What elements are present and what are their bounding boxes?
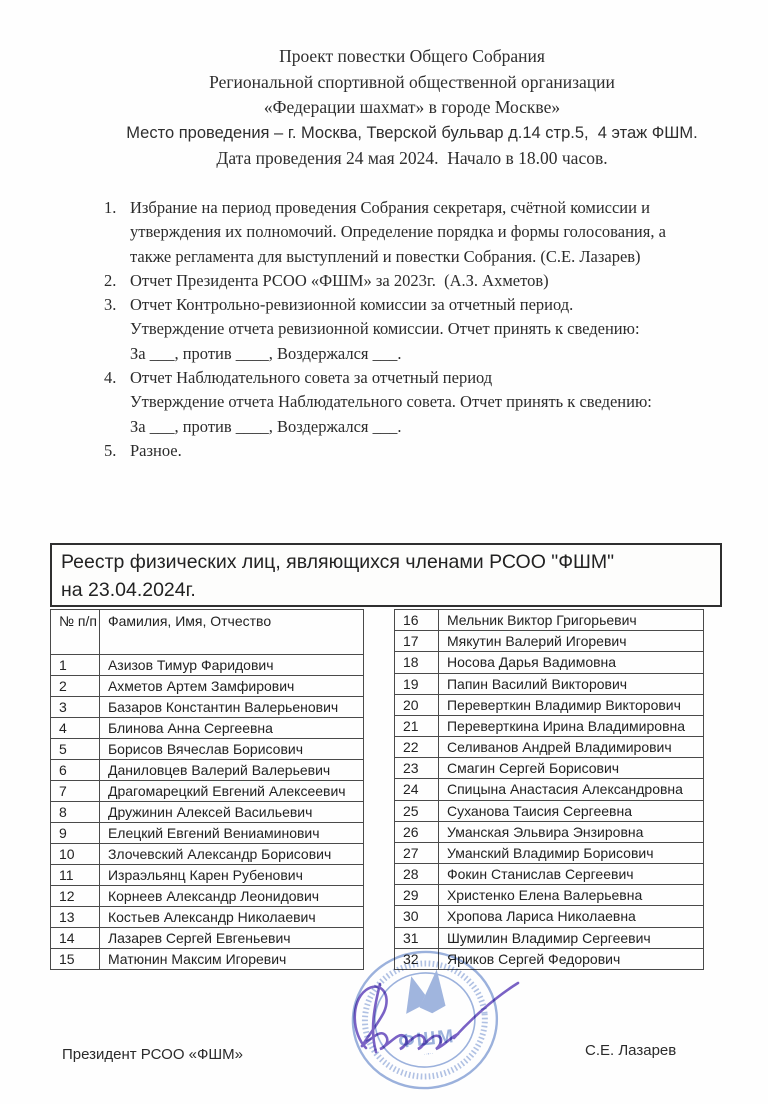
row-number-cell: 12 [51, 886, 100, 907]
organization-line: Региональной спортивной общественной организации [209, 71, 615, 92]
row-number-cell: 22 [394, 737, 438, 758]
table-row [394, 652, 703, 673]
agenda-text: За ___, против ____, Воздержался ___. [130, 416, 402, 436]
table-row [51, 739, 364, 760]
table-row [394, 864, 703, 885]
member-name-cell: Лазарев Сергей Евгеньевич [99, 928, 363, 949]
agenda-list [104, 196, 744, 463]
signer-name: С.Е. Лазарев [585, 1042, 677, 1059]
member-name-cell: Даниловцев Валерий Валерьевич [99, 760, 363, 781]
venue-line: Место проведения – г. Москва, Тверской бульвар д.14 стр.5, 4 этаж ФШМ. [126, 123, 698, 142]
agenda-text: Избрание на период проведения Собрания секретаря, счётной комиссии и [130, 198, 650, 217]
member-name-cell: Мякутин Валерий Игоревич [438, 631, 703, 652]
number-column-header: № п/п [51, 610, 100, 655]
row-number-cell: 7 [51, 781, 100, 802]
row-number-cell: 25 [394, 800, 438, 821]
row-number-cell: 1 [51, 655, 100, 676]
member-name-cell: Базаров Константин Валерьенович [99, 697, 363, 718]
agenda-number: 3. [104, 295, 117, 315]
row-number-cell: 16 [394, 610, 438, 631]
table-row [51, 760, 364, 781]
table-row [51, 928, 364, 949]
table-row [394, 715, 703, 736]
member-name-cell: Борисов Вячеслав Борисович [99, 739, 363, 760]
agenda-line [104, 342, 744, 366]
agenda-text: Разное. [130, 440, 182, 460]
stamp-fshm-text: ФШМ [397, 1025, 457, 1053]
table-row [394, 800, 703, 821]
table-row [51, 907, 364, 928]
member-name-cell: Матюнин Максим Игоревич [99, 949, 363, 970]
member-name-cell: Мельник Виктор Григорьевич [438, 610, 703, 631]
president-label: Президент РСОО «ФШМ» [62, 1046, 243, 1063]
row-number-cell: 15 [51, 949, 100, 970]
member-name-cell: Носова Дарья Вадимовна [438, 652, 703, 673]
agenda-number: 1. [104, 198, 117, 217]
table-row [394, 906, 703, 927]
agenda-number: 4. [104, 368, 117, 388]
member-name-cell: Селиванов Андрей Владимирович [438, 737, 703, 758]
federation-line: «Федерации шахмат» в городе Москве» [263, 97, 561, 117]
agenda-text: Отчет Президента РСОО «ФШМ» за 2023г. (А.З. Ахметов) [130, 270, 549, 290]
member-name-cell: Яриков Сергей Федорович [438, 948, 703, 969]
register-title-line2: на 23.04.2024г. [61, 579, 196, 601]
table-row [394, 779, 703, 800]
agenda-number [104, 415, 130, 439]
table-row [51, 676, 364, 697]
table-row [394, 631, 703, 652]
member-name-cell: Фокин Станислав Сергеевич [438, 864, 703, 885]
table-row [51, 844, 364, 865]
member-name-cell: Костьев Александр Николаевич [99, 907, 363, 928]
signature [336, 972, 536, 1060]
member-table-right [394, 609, 704, 970]
row-number-cell: 8 [51, 802, 100, 823]
agenda-number [104, 317, 130, 341]
table-row [51, 718, 364, 739]
row-number-cell: 11 [51, 865, 100, 886]
register-title [50, 543, 722, 607]
document-header [56, 44, 768, 172]
row-number-cell: 19 [394, 673, 438, 694]
table-header-row [51, 610, 364, 655]
row-number-cell: 13 [51, 907, 100, 928]
agenda-line [104, 293, 744, 317]
table-row [394, 842, 703, 863]
table-row [394, 885, 703, 906]
agenda-text: Отчет Контрольно-ревизионной комиссии за отчетный период. [130, 295, 574, 315]
member-name-cell: Шумилин Владимир Сергеевич [438, 927, 703, 948]
table-row [51, 823, 364, 844]
row-number-cell: 9 [51, 823, 100, 844]
agenda-number: 2. [104, 270, 117, 290]
name-column-header: Фамилия, Имя, Отчество [99, 610, 363, 655]
table-gap [364, 609, 394, 970]
register-title-line1: Реестр физических лиц, являющихся членами РСОО "ФШМ" [61, 551, 615, 573]
row-number-cell: 3 [51, 697, 100, 718]
doc-title-line: Проект повестки Общего Собрания [279, 46, 545, 66]
members-register [50, 543, 738, 970]
agenda-line [104, 390, 744, 414]
table-row [51, 655, 364, 676]
register-tables [50, 609, 738, 970]
row-number-cell: 20 [394, 694, 438, 715]
row-number-cell: 4 [51, 718, 100, 739]
agenda-number [104, 342, 130, 366]
table-row [394, 758, 703, 779]
row-number-cell: 30 [394, 906, 438, 927]
row-number-cell: 18 [394, 652, 438, 673]
table-row [394, 694, 703, 715]
table-row [51, 802, 364, 823]
row-number-cell: 2 [51, 676, 100, 697]
agenda-line [104, 415, 744, 439]
member-name-cell: Уманская Эльвира Энзировна [438, 821, 703, 842]
row-number-cell: 21 [394, 715, 438, 736]
agenda-number [104, 390, 130, 414]
agenda-number [104, 245, 130, 269]
table-row [394, 737, 703, 758]
row-number-cell: 10 [51, 844, 100, 865]
member-name-cell: Смагин Сергей Борисович [438, 758, 703, 779]
stamp-microtext-line: ··•·· [423, 1051, 434, 1059]
row-number-cell: 23 [394, 758, 438, 779]
row-number-cell: 6 [51, 760, 100, 781]
row-number-cell: 31 [394, 927, 438, 948]
member-name-cell: Ахметов Артем Замфирович [99, 676, 363, 697]
row-number-cell: 32 [394, 948, 438, 969]
row-number-cell: 26 [394, 821, 438, 842]
row-number-cell: 28 [394, 864, 438, 885]
member-name-cell: Израэльянц Карен Рубенович [99, 865, 363, 886]
table-row [394, 673, 703, 694]
agenda-text: также регламента для выступлений и повестки Собрания. (С.Е. Лазарев) [130, 246, 641, 266]
agenda-line [104, 196, 744, 220]
agenda-text: утверждения их полномочий. Определение порядка и формы голосования, а [130, 222, 666, 242]
agenda-line [104, 317, 744, 341]
agenda-line [104, 439, 744, 463]
agenda-line [104, 245, 744, 269]
member-name-cell: Спицына Анастасия Александровна [438, 779, 703, 800]
table-row [394, 821, 703, 842]
table-row [394, 927, 703, 948]
agenda-number [104, 220, 130, 244]
agenda-text: Утверждение отчета Наблюдательного совета. Отчет принять к сведению: [130, 392, 652, 412]
table-row [51, 886, 364, 907]
member-name-cell: Суханова Таисия Сергеевна [438, 800, 703, 821]
row-number-cell: 17 [394, 631, 438, 652]
agenda-text: За ___, против ____, Воздержался ___. [130, 343, 402, 363]
member-name-cell: Христенко Елена Валерьевна [438, 885, 703, 906]
member-name-cell: Елецкий Евгений Вениаминович [99, 823, 363, 844]
row-number-cell: 14 [51, 928, 100, 949]
agenda-line [104, 366, 744, 390]
member-name-cell: Корнеев Александр Леонидович [99, 886, 363, 907]
agenda-number: 5. [104, 440, 117, 460]
table-row [51, 949, 364, 970]
row-number-cell: 27 [394, 842, 438, 863]
agenda-text: Утверждение отчета ревизионной комиссии. Отчет принять к сведению: [130, 319, 640, 339]
member-name-cell: Злочевский Александр Борисович [99, 844, 363, 865]
member-name-cell: Драгомарецкий Евгений Алексеевич [99, 781, 363, 802]
member-name-cell: Уманский Владимир Борисович [438, 842, 703, 863]
table-row [51, 697, 364, 718]
member-table-left [50, 609, 364, 970]
table-row [394, 610, 703, 631]
row-number-cell: 29 [394, 885, 438, 906]
table-row [51, 865, 364, 886]
member-name-cell: Папин Василий Викторович [438, 673, 703, 694]
agenda-line [104, 220, 744, 244]
table-row [51, 781, 364, 802]
member-name-cell: Азизов Тимур Фаридович [99, 655, 363, 676]
date-line: Дата проведения 24 мая 2024. Начало в 18.00 часов. [216, 148, 608, 168]
member-name-cell: Блинова Анна Сергеевна [99, 718, 363, 739]
member-name-cell: Переверткин Владимир Викторович [438, 694, 703, 715]
agenda-line [104, 269, 744, 293]
row-number-cell: 5 [51, 739, 100, 760]
agenda-text: Отчет Наблюдательного совета за отчетный период [130, 368, 493, 388]
row-number-cell: 24 [394, 779, 438, 800]
member-name-cell: Хропова Лариса Николаевна [438, 906, 703, 927]
member-name-cell: Дружинин Алексей Васильевич [99, 802, 363, 823]
member-name-cell: Переверткина Ирина Владимировна [438, 715, 703, 736]
